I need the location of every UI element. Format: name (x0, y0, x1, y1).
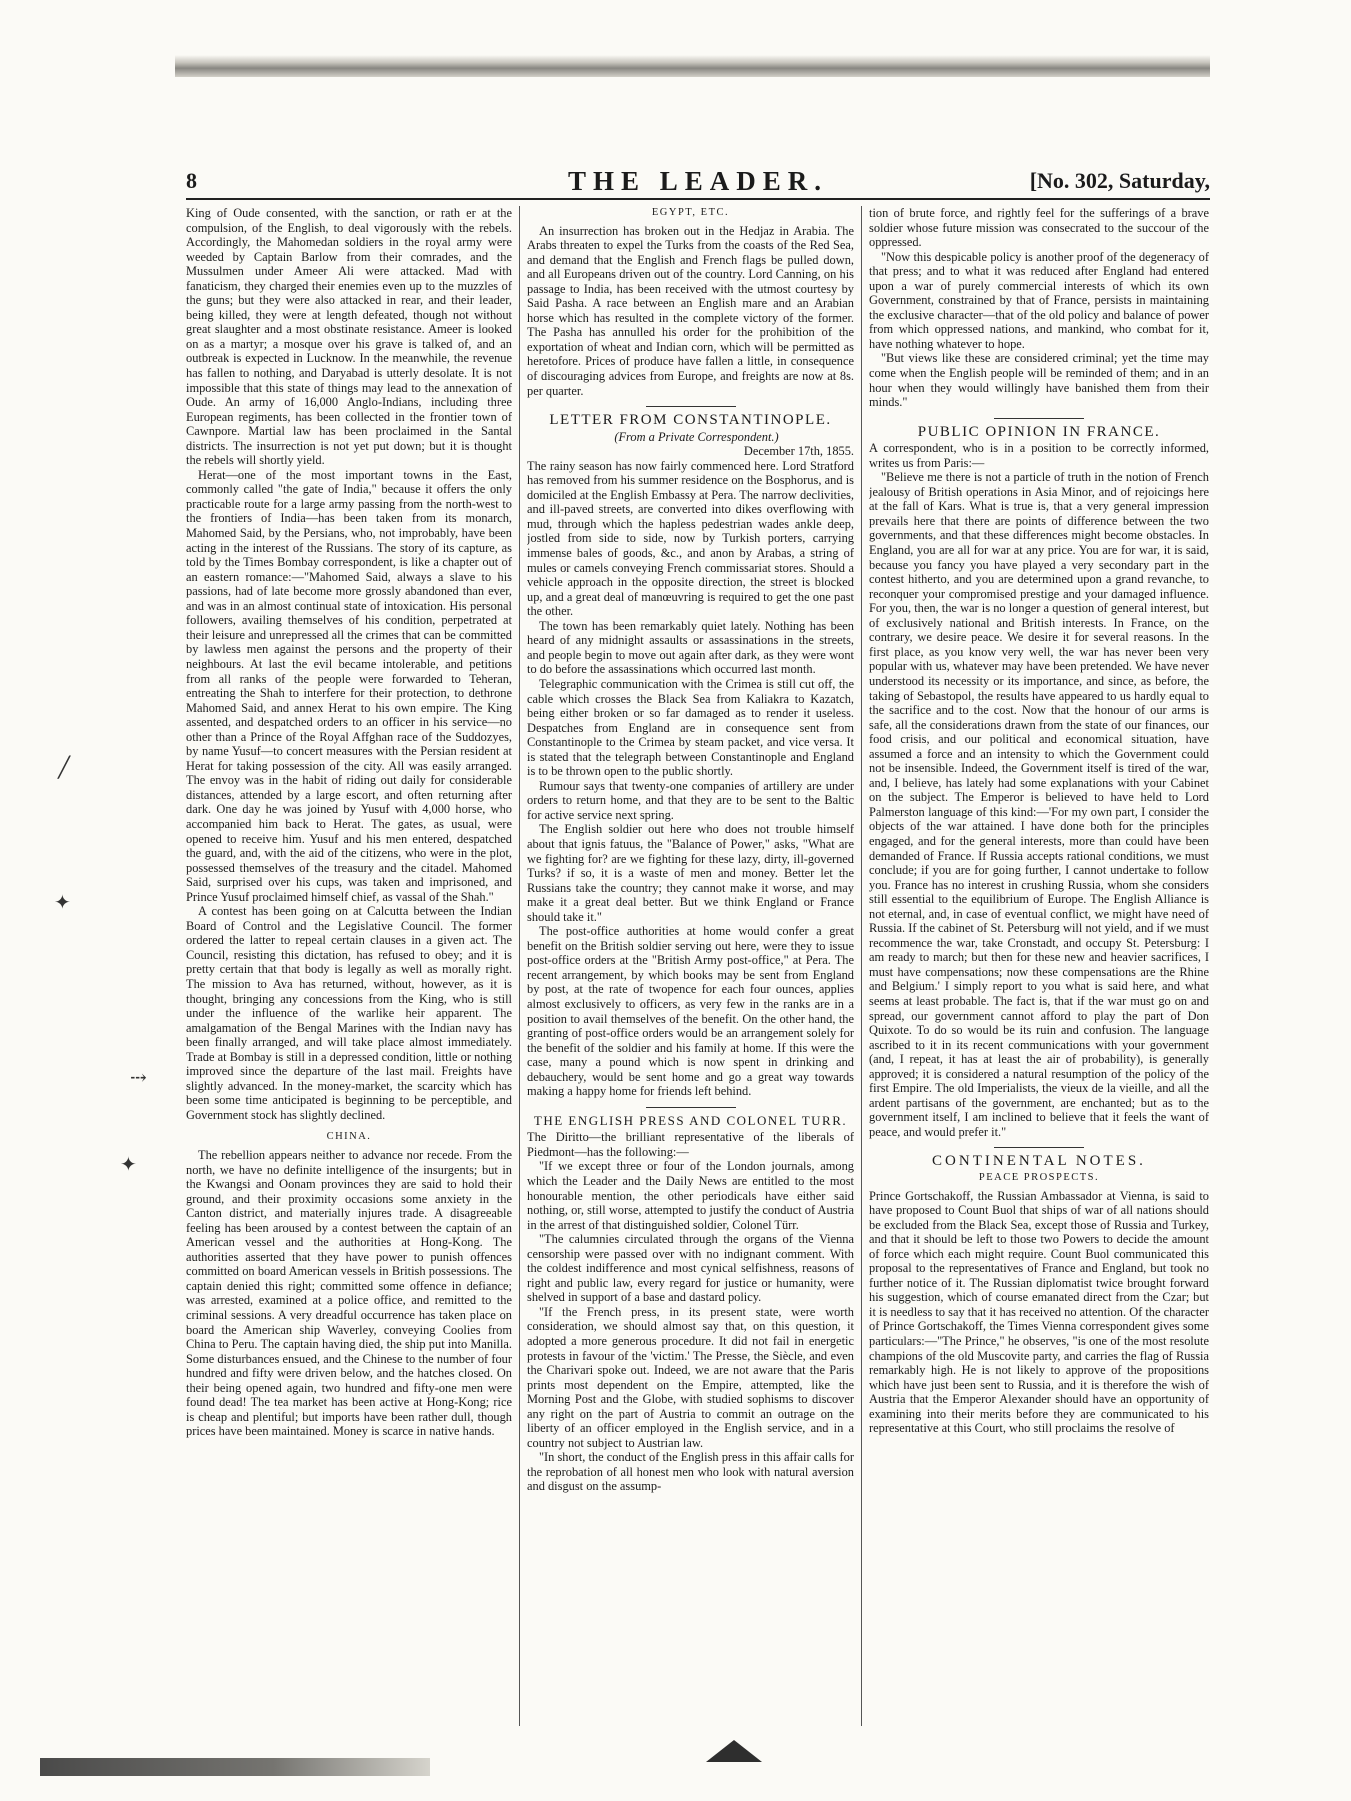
dateline: December 17th, 1855. (743, 444, 854, 459)
article-paragraph: A correspondent, who is in a position to be correctly informed, writes us from Paris:— (869, 441, 1209, 470)
article-paragraph: Telegraphic communication with the Crimea is still cut off, the cable which crosses the Black Sea from Kaliakra to Kazatch, being either broken or so far damaged as to render it useless. Despatches from England are in consequence sent from Constantinople to the Crimea by steam packet, and vice versa. It is stated that the telegraph between Constantinople and England is to be thrown open to the public shortly. (527, 676, 854, 779)
column-2 (527, 206, 854, 1726)
article-paragraph: "If we except three or four of the London journals, among which the Leader and the Daily News are entitled to the most honourable mention, the other periodicals have either said nothing, or, still worse, attempted to justify the conduct of Austria in the arrest of that distinguished soldier, Colonel Türr. (527, 1159, 854, 1232)
page-number: 8 (186, 168, 197, 193)
article-paragraph: tion of brute force, and rightly feel for the sufferings of a brave soldier whose future mission was consecrated to the succour of the oppressed. (869, 206, 1209, 250)
article-paragraph: "Believe me there is not a particle of truth in the notion of French jealousy of British operations in Asia Minor, and of rejoicings here at the fall of Kars. What is true is, that a very general impression prevails here that there are points of difference between the two governments, and that these differences might become obstacles. In England, you are all for war at any price. You are for war, it is said, because you fancy you have played a very secondary part in the contest hitherto, and you are determined upon a grand revanche, to reconquer your compromised prestige and your damaged influence. For you, then, the war is no longer a question of general interest, but of exclusively national and British interests. In France, on the contrary, we desire peace. We desire it for several reasons. In the first place, as you know very well, the war has never been very popular with us, whatever may have been pretended. We have never understood its necessity or its importance, and since, as before, the taking of Sebastopol, the results have appeared to us hardly equal to the sacrifice and to the cost. Now that the honour of our arms is safe, all the considerations drawn from the state of our finances, our food crisis, and our political and economical situation, have assumed a force and an intensity to which the Government could not be insensible. Indeed, the Government itself is tired of the war, and, I believe, has lately had some explanations with your Cabinet on the subject. The Emperor is believed to have held to Lord Palmerston language of this kind:—'For my own part, I consider the objects of the war attained. I have done both for the principles engaged, and for the general interests, more than could have been demanded of France. If Russia accepts rational conditions, we must conclude; if you are for going further, I cannot undertake to follow you. France has no interest in crushing Russia, whom she considers still essential to the equilibrium of Europe. The English Alliance is not eternal, and, in case of eventual conflict, we might have need of Russia. If the cabinet of St. Petersburg will not yield, and if we must recommence the war, take Cronstadt, and occupy St. Petersburg: I am ready to march; but then for these new and heavier sacrifices, I must have compensations; now these compensations are the Rhine and Belgium.' I simply report to you what is said here, and what seems at least probable. The fact is, that if the war must go on and spread, our government cannot afford to play the part of Don Quixote. To do so would be its ruin and confusion. The language ascribed to it in its recent communications with your government (and, I repeat, it has at least the air of probability), is generally approved; it is considered a natural resumption of the policy of the first Empire. The old Imperialists, the vieux de la vieille, and all the ardent partisans of the government, are enchanted; but as to the government itself, I am inclined to believe that it feels the want of peace, and would prefer it." (869, 470, 1209, 1139)
article-heading-opinion: PUBLIC OPINION IN FRANCE. (917, 423, 1161, 440)
section-heading-china: CHINA. (326, 1131, 372, 1143)
article-paragraph: King of Oude consented, with the sanction, or rath er at the compulsion, of the English, to deal vigorously with the rebels. Accordingly, the Mahomedan soldiers in the royal army were weeded by Captain Barlow from their comrades, and the Mussulmen under Ameer Ali were attacked. Mad with fanaticism, they charged their enemies even up to the muzzles of the guns; but they were also attacked in rear, and their leader, being killed, they were at length defeated, though not without great slaughter and a most obstinate resistance. Ameer is looked on as a martyr; a mosque over his grave is talked of, and an outbreak is expected in Lucknow. In the meanwhile, the revenue has fallen to nothing, and Daryabad is utterly desolate. It is not impossible that this state of things may lead to the annexation of Oude. An army of 16,000 Anglo-Indians, including three European regiments, has been collected in the frontier town of Cawnpore. Martial law has been proclaimed in the Santal districts. The insurrection is not yet put down; but it is thought the rebels will shortly yield. (186, 206, 512, 468)
article-heading-continental: CONTINENTAL NOTES. (932, 1153, 1146, 1170)
column-3 (869, 206, 1209, 1726)
section-divider (994, 418, 1084, 419)
issue-label: [No. 302, Saturday, (1029, 168, 1210, 193)
section-heading-egypt: EGYPT, ETC. (651, 207, 730, 218)
scan-bottom-mark (706, 1740, 762, 1762)
article-paragraph: "The calumnies circulated through the organs of the Vienna censorship were passed over with no indignant comment. With the coldest indifference and most cynical selfishness, reasons of right and public law, every regard for justice or humanity, were shelved in support of a base and dastard policy. (527, 1232, 854, 1305)
article-paragraph: "In short, the conduct of the English press in this affair calls for the reprobation of all honest men who look with natural aversion and disgust on the assump- (527, 1450, 854, 1494)
section-divider (646, 1107, 736, 1108)
section-divider (994, 1147, 1084, 1148)
scan-top-band (175, 55, 1210, 77)
article-paragraph: Prince Gortschakoff, the Russian Ambassador at Vienna, is said to have proposed to Count Buol that ships of war of all nations should be excluded from the Black Sea, except those of Russia and Turkey, and that it should be left to those two Powers to decide the amount of force which each might require. Count Buol communicated this proposal to the representatives of France and England, but took no further notice of it. The Russian diplomatist twice brought forward his suggestion, which of course emanated direct from the Czar; but it is needless to say that it has received no attention. Of the character of Prince Gortschakoff, the Times Vienna correspondent gives some particulars:—"The Prince," he observes, "is one of the most resolute champions of the old Muscovite party, and carries the flag of Russia remarkably high. He is not likely to approve of the propositions which have just been sent to Russia, and it is therefore the wish of Austria that the Emperor Alexander should have an opportunity of examining into their merits before they are communicated to his representative at this Court, who still proclaims the resolve of (869, 1188, 1209, 1436)
article-paragraph: Herat—one of the most important towns in the East, commonly called "the gate of India," because it offers the only practicable route for a large army passing from the north-west to the frontiers of India—has been taken from its monarch, Mahomed Said, by the Persians, who, not improbably, have been acting in the interest of the Russians. The story of its capture, as told by the Times Bombay correspondent, is like a chapter out of an eastern romance:—"Mahomed Said, always a slave to his passions, had of late become more grossly abandoned than ever, and was in an almost continual state of intoxication. His personal followers, availing themselves of his condition, perpetrated at their leisure and unrepressed all the crimes that can be committed by lawless men against the persons and the property of their neighbours. At last the evil became intolerable, and petitions from all ranks of the people were forwarded to Teheran, entreating the Shah to interfere for their protection, to dethrone Mahomed Said, and annex Herat to his own empire. The King assented, and despatched orders to an officer in his service—no other than a Prince of the Royal Affghan race of the Suddozyes, by name Yusuf—to concert measures with the Persian resident at Herat for taking possession of the city. All was easily arranged. The envoy was in the habit of riding out daily for considerable distances, attended by a large escort, and often returning after dark. One day he was joined by Yusuf with 4,000 horse, who accompanied him back to Herat. The gates, as usual, were opened to receive him. Yusuf and his men entered, despatched the guard, and, with the aid of the citizens, who were in the plot, possessed themselves of the treasury and the citadel. Mahomed Said, surprised over his cups, was taken and imprisoned, and Prince Yusuf proclaimed himself chief, as vassal of the Shah." (186, 467, 512, 904)
column-rule (861, 206, 862, 1726)
article-paragraph: The town has been remarkably quiet lately. Nothing has been heard of any midnight assaults or assassinations in the streets, and people begin to move out again after dark, as they were wont to do before the assassinations which occurred last month. (527, 618, 854, 677)
margin-pencil-mark: ⤏ (130, 1067, 147, 1089)
article-paragraph: The Diritto—the brilliant representative of the liberals of Piedmont—has the following:— (527, 1130, 854, 1159)
article-subheading: (From a Private Correspondent.) (614, 429, 779, 444)
article-paragraph: Rumour says that twenty-one companies of artillery are under orders to return home, and that they are to be sent to the Baltic for active service next spring. (527, 778, 854, 822)
margin-pencil-mark: ✦ (120, 1154, 137, 1176)
article-paragraph: A contest has been going on at Calcutta between the Indian Board of Control and the Legislative Council. The former ordered the latter to repeal certain clauses in a given act. The Council, resisting this dictation, has refused to obey; and it is pretty certain that that body is legally as well as morally right. The mission to Ava has returned, without, however, as it is thought, bringing any concessions from the King, who is still under the influence of the warlike heir apparent. The amalgamation of the Bengal Marines with the Indian navy has been finally arranged, and will take place almost immediately. Trade at Bombay is still in a depressed condition, little or nothing improved since the departure of the last mail. Freights have slightly advanced. In the money-market, the scarcity which has been some time anticipated is beginning to be perceptible, and Government stock has slightly declined. (186, 904, 512, 1122)
article-paragraph: An insurrection has broken out in the Hedjaz in Arabia. The Arabs threaten to expel the Turks from the coasts of the Red Sea, and demand that the English and French flags be pulled down, and all Europeans driven out of the country. Lord Canning, on his passage to India, has been received with the utmost courtesy by Said Pasha. A race between an English mare and an Arabian horse which has resulted in the complete victory of the former. The Pasha has annulled his order for the prohibition of the exportation of wheat and Indian corn, which will be permitted as heretofore. Prices of produce have fallen a little, in consequence of discouraging advices from Europe, and freights are now at 8s. per quarter. (527, 223, 854, 398)
section-divider (646, 406, 736, 407)
article-paragraph: The post-office authorities at home would confer a great benefit on the British soldier serving out here, were they to issue post-office orders at the "British Army post-office," at Pera. The recent arrangement, by which books may be sent from England by post, at the rate of twopence for each four ounces, applies almost exclusively to officers, as very few in the ranks are in a position to avail themselves of the benefit. On the other hand, the granting of post-office orders would be an arrangement solely for the benefit of the soldier and his family at home. If this were the case, many a pound which is now spent in drinking and debauchery, would be sent home and go a great way towards making a happy home for friends left behind. (527, 924, 854, 1099)
margin-pencil-mark: ╱ (58, 757, 71, 779)
article-paragraph: The rainy season has now fairly commenced here. Lord Stratford has removed from his summer residence on the Bosphorus, and is domiciled at the English Embassy at Pera. The narrow declivities, and ill-paved streets, are converted into dikes overflowing with mud, through which the hapless pedestrian wades ankle deep, jostled from side to side, now by Turkish porters, carrying immense bales of goods, &c., and anon by Arabas, a string of mules or camels conveying French commissariat stores. Should a vehicle approach in the opposite direction, the street is blocked up, and a great deal of manœuvring is required to get the one past the other. (527, 458, 854, 619)
article-paragraph: The English soldier out here who does not trouble himself about that ignis fatuus, the "Balance of Power," asks, "What are we fighting for? are we fighting for these lazy, dirty, ill-governed Turks? if so, it is a waste of men and money. Better let the Russians take the country; they cannot make it worse, and may make it a great deal better. But we think England or France should take it." (527, 822, 854, 924)
article-paragraph: "If the French press, in its present state, were worth consideration, we should almost say that, on this question, it adopted a more generous procedure. It did not fail in energetic protests in favour of the 'victim.' The Presse, the Siècle, and even the Charivari spoke out. Indeed, we are not aware that the Paris prints most dependent on the Empire, attempted, like the Morning Post and the Globe, with studied sophisms to discover any right on the part of Austria to commit an outrage on the liberty of an officer employed in the English service, and in a country not subject to Austrian law. (527, 1304, 854, 1450)
section-heading-peace: PEACE PROSPECTS. (978, 1172, 1100, 1183)
masthead: THE LEADER. (567, 166, 829, 196)
article-paragraph: "Now this despicable policy is another proof of the degeneracy of that press; and to what it was reduced after England had entered upon a war of purely commercial interests of which its own Government, constrained by that of France, persists in maintaining the exclusive character—that of the old policy and balance of power from which oppressed nations, and mankind, who combat for it, have nothing whatever to hope. (869, 249, 1209, 351)
article-heading-constantinople: LETTER FROM CONSTANTINOPLE. (549, 412, 832, 429)
column-1 (186, 206, 512, 1726)
article-paragraph: "But views like these are considered criminal; yet the time may come when the English people will be reminded of them; and in an hour when they would willingly have banished them from their minds." (869, 351, 1209, 410)
margin-pencil-mark: ✦ (54, 892, 71, 914)
column-rule (519, 206, 520, 1726)
article-paragraph: The rebellion appears neither to advance nor recede. From the north, we have no definite intelligence of the insurgents; but in the Kwangsi and Oonam provinces they are said to hold their ground, and their proximity occasions some anxiety in the Canton district, and materially injures trade. A disagreeable feeling has been aroused by a contest between the captain of an American vessel and the authorities at Hong-Kong. The authorities asserted that they have power to punish offences committed on board American vessels in British possessions. The captain denied this right; committed some offence in defiance; was arrested, examined at a police office, and remitted to the criminal sessions. A very dreadful occurrence has taken place on board the American ship Waverley, conveying Coolies from China to Peru. The captain having died, the ship put into Manilla. Some disturbances ensued, and the Chinese to the number of four hundred and fifty were driven below, and the hatches closed. On their being opened again, two hundred and fifty-one men were found dead! The tea market has been active at Hong-Kong; rice is cheap and plentiful; but imports have been rather dull, though prices have been maintained. Money is scarce in native hands. (186, 1148, 512, 1439)
article-heading-press: THE ENGLISH PRESS AND COLONEL TURR. (533, 1112, 848, 1128)
page-header (186, 166, 1210, 200)
scan-bottom-band (40, 1758, 430, 1776)
